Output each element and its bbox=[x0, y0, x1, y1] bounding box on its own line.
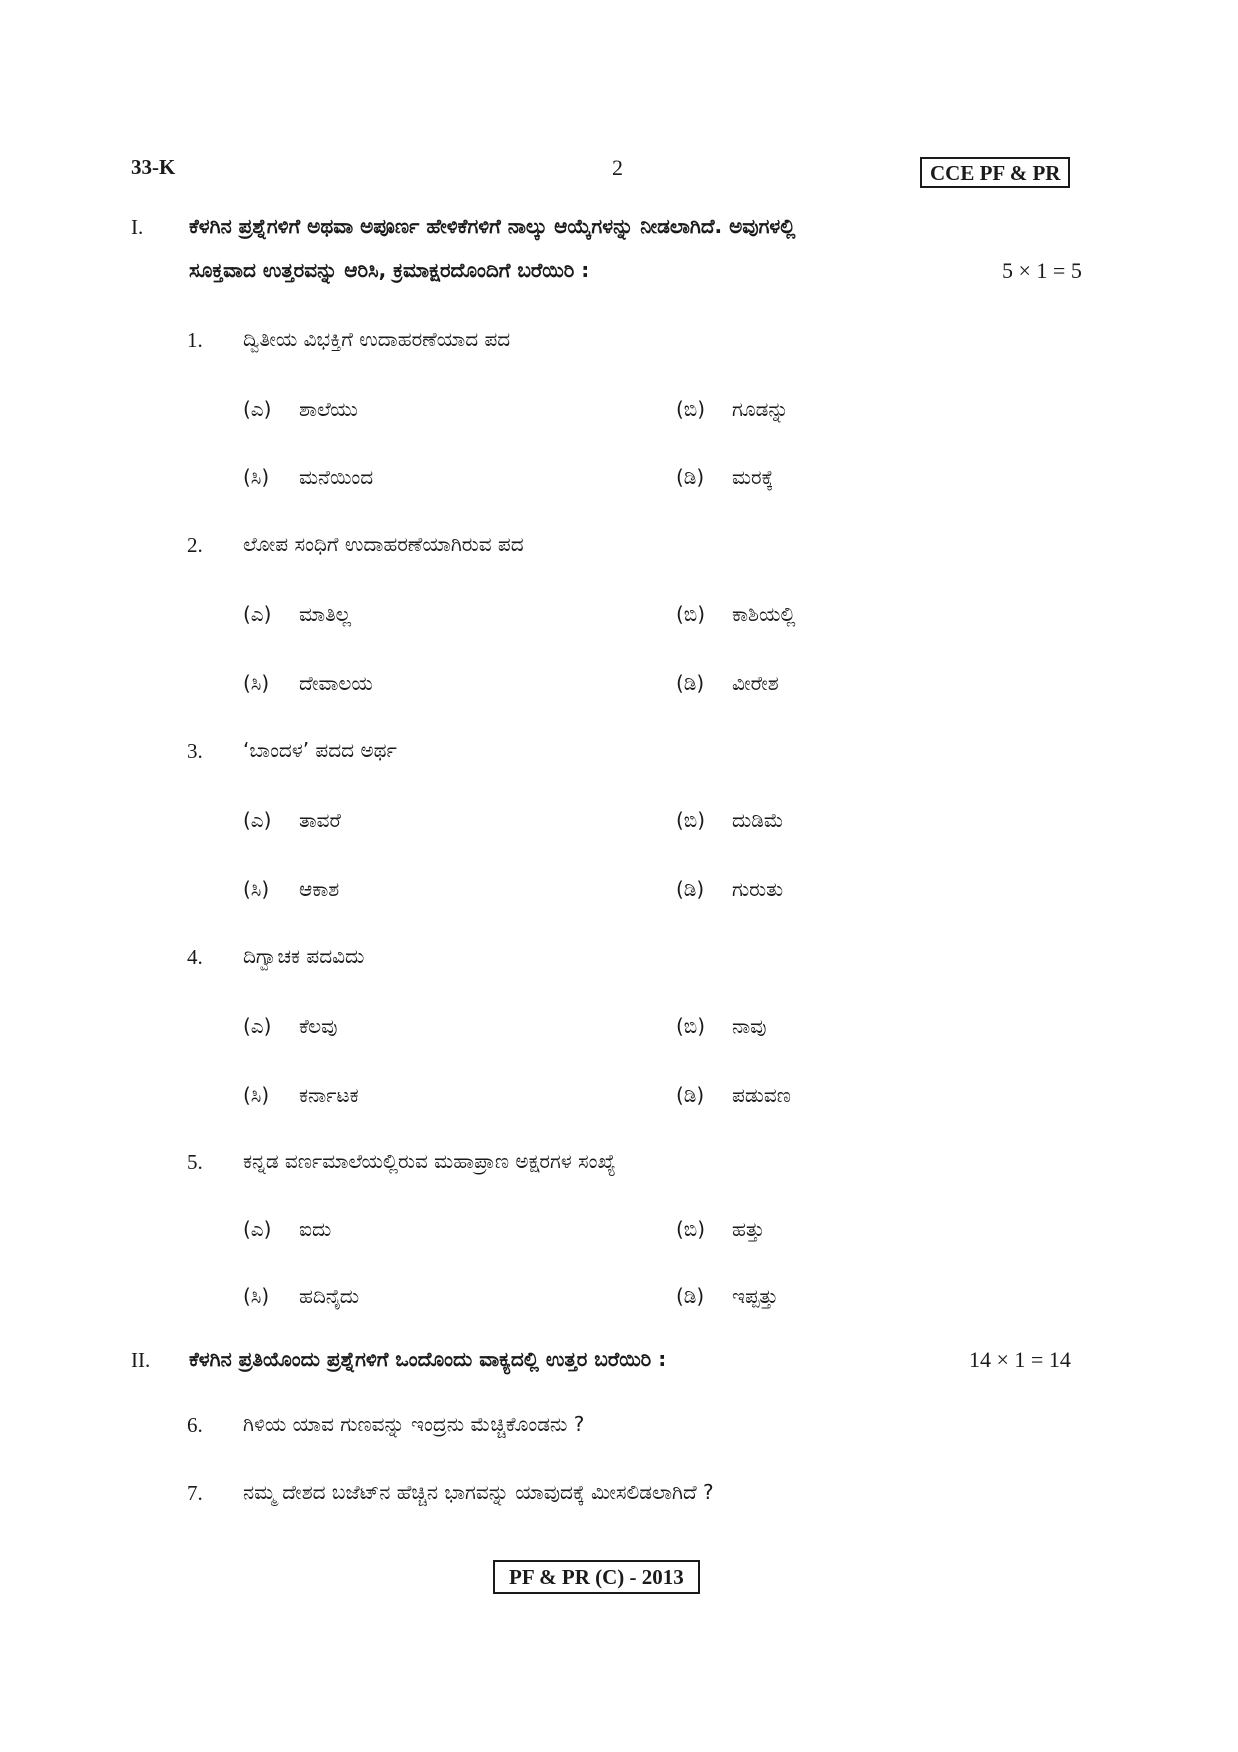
question-text: ‘ಬಾಂದಳ’ ಪದದ ಅರ್ಥ bbox=[243, 738, 397, 762]
option-text: ಆಕಾಶ bbox=[299, 877, 340, 901]
option-a bbox=[243, 808, 341, 832]
option-c bbox=[243, 877, 339, 901]
section-1-instruction-line2: ಸೂಕ್ತವಾದ ಉತ್ತರವನ್ನು ಆರಿಸಿ, ಕ್ರಮಾಕ್ಷರದೊಂದಿಗೆ ಬರೆಯಿರಿ : bbox=[189, 258, 590, 282]
section-1-instruction-line1: ಕೆಳಗಿನ ಪ್ರಶ್ನೆಗಳಿಗೆ ಅಥವಾ ಅಪೂರ್ಣ ಹೇಳಿಕೆಗಳಿಗೆ ನಾಲ್ಕು ಆಯ್ಕೆಗಳನ್ನು ನೀಡಲಾಗಿದೆ. ಅವುಗಳಲ್ಲಿ bbox=[189, 214, 796, 238]
question-text: ಕನ್ನಡ ವರ್ಣಮಾಲೆಯಲ್ಲಿರುವ ಮಹಾಪ್ರಾಣ ಅಕ್ಷರಗಳ ಸಂಖ್ಯೆ bbox=[243, 1149, 616, 1173]
option-text: ಹತ್ತು bbox=[732, 1217, 765, 1241]
option-label: (ಎ) bbox=[243, 397, 272, 421]
question-number: 5. bbox=[187, 1150, 203, 1174]
option-label: (ಸಿ) bbox=[243, 877, 270, 901]
question-number: 2. bbox=[187, 533, 203, 557]
footer-code-box: PF & PR (C) - 2013 bbox=[493, 1560, 700, 1594]
option-label: (ಡಿ) bbox=[676, 1284, 705, 1308]
question-number: 1. bbox=[187, 328, 203, 352]
option-label: (ಬಿ) bbox=[676, 602, 706, 626]
option-text: ಗುರುತು bbox=[732, 877, 784, 901]
question-text: ಲೋಪ ಸಂಧಿಗೆ ಉದಾಹರಣೆಯಾಗಿರುವ ಪದ bbox=[243, 532, 524, 556]
option-b bbox=[676, 808, 784, 832]
option-c bbox=[243, 1083, 359, 1107]
option-label: (ಎ) bbox=[243, 602, 272, 626]
option-label: (ಬಿ) bbox=[676, 1014, 706, 1038]
option-text: ವೀರೇಶ bbox=[732, 671, 779, 695]
option-label: (ಬಿ) bbox=[676, 397, 706, 421]
option-c bbox=[243, 465, 373, 489]
option-label: (ಎ) bbox=[243, 1014, 272, 1038]
option-b bbox=[676, 1217, 765, 1241]
paper-code: 33-K bbox=[131, 155, 176, 179]
option-b bbox=[676, 602, 796, 626]
option-text: ಹದಿನೈದು bbox=[299, 1284, 360, 1308]
option-text: ಕಾಶಿಯಲ್ಲಿ bbox=[732, 602, 796, 626]
option-text: ಪಡುವಣ bbox=[732, 1083, 791, 1107]
option-a bbox=[243, 602, 351, 626]
question-text: ದ್ವಿತೀಯ ವಿಭಕ್ತಿಗೆ ಉದಾಹರಣೆಯಾದ ಪದ bbox=[243, 327, 511, 351]
option-d bbox=[676, 877, 783, 901]
option-text: ಗೂಡನ್ನು bbox=[732, 397, 789, 421]
question-text: ನಮ್ಮ ದೇಶದ ಬಜೆಟ್‌ನ ಹೆಚ್ಚಿನ ಭಾಗವನ್ನು ಯಾವುದಕ್ಕೆ ಮೀಸಲಿಡಲಾಗಿದೆ ? bbox=[243, 1480, 714, 1504]
question-number: 7. bbox=[187, 1481, 203, 1505]
section-1-marks: 5 × 1 = 5 bbox=[1002, 258, 1082, 283]
exam-code-box: CCE PF & PR bbox=[920, 157, 1070, 188]
question-text: ದಿಗ್ವಾಚಕ ಪದವಿದು bbox=[243, 944, 365, 968]
option-label: (ಡಿ) bbox=[676, 877, 705, 901]
option-d bbox=[676, 1083, 791, 1107]
option-text: ಇಪ್ಪತ್ತು bbox=[732, 1284, 779, 1308]
option-c bbox=[243, 671, 373, 695]
option-label: (ಸಿ) bbox=[243, 671, 270, 695]
option-label: (ಡಿ) bbox=[676, 465, 705, 489]
option-text: ಕೆಲವು bbox=[299, 1014, 338, 1038]
option-text: ದುಡಿಮೆ bbox=[732, 808, 784, 832]
section-2-number: II. bbox=[131, 1348, 151, 1372]
option-label: (ಎ) bbox=[243, 808, 272, 832]
option-text: ಶಾಲೆಯು bbox=[299, 397, 358, 421]
option-d bbox=[676, 671, 779, 695]
option-label: (ಎ) bbox=[243, 1217, 272, 1241]
option-label: (ಸಿ) bbox=[243, 1083, 270, 1107]
option-label: (ಡಿ) bbox=[676, 1083, 705, 1107]
option-text: ನಾವು bbox=[732, 1014, 767, 1038]
option-label: (ಸಿ) bbox=[243, 1284, 270, 1308]
option-b bbox=[676, 397, 789, 421]
option-label: (ಬಿ) bbox=[676, 808, 706, 832]
option-a bbox=[243, 1217, 331, 1241]
option-text: ದೇವಾಲಯ bbox=[299, 671, 373, 695]
section-1-number: I. bbox=[131, 215, 144, 239]
question-number: 3. bbox=[187, 739, 203, 763]
option-text: ಮನೆಯಿಂದ bbox=[299, 465, 374, 489]
option-text: ಮಾತಿಲ್ಲ bbox=[299, 602, 352, 626]
option-label: (ಬಿ) bbox=[676, 1217, 706, 1241]
option-b bbox=[676, 1014, 766, 1038]
question-number: 4. bbox=[187, 945, 203, 969]
section-2-instruction: ಕೆಳಗಿನ ಪ್ರತಿಯೊಂದು ಪ್ರಶ್ನೆಗಳಿಗೆ ಒಂದೊಂದು ವಾಕ್ಯದಲ್ಲಿ ಉತ್ತರ ಬರೆಯಿರಿ : bbox=[189, 1347, 667, 1371]
option-d bbox=[676, 1284, 778, 1308]
section-2-marks: 14 × 1 = 14 bbox=[969, 1347, 1071, 1372]
option-text: ಐದು bbox=[299, 1217, 332, 1241]
page-number: 2 bbox=[612, 155, 623, 180]
option-text: ಮರಕ್ಕೆ bbox=[732, 465, 774, 489]
option-label: (ಸಿ) bbox=[243, 465, 270, 489]
option-text: ಕರ್ನಾಟಕ bbox=[299, 1083, 359, 1107]
option-a bbox=[243, 397, 358, 421]
option-a bbox=[243, 1014, 337, 1038]
question-text: ಗಿಳಿಯ ಯಾವ ಗುಣವನ್ನು ಇಂದ್ರನು ಮೆಚ್ಚಿಕೊಂಡನು ? bbox=[243, 1412, 585, 1436]
option-c bbox=[243, 1284, 359, 1308]
option-text: ತಾವರೆ bbox=[299, 808, 341, 832]
question-number: 6. bbox=[187, 1413, 203, 1437]
option-d bbox=[676, 465, 773, 489]
option-label: (ಡಿ) bbox=[676, 671, 705, 695]
